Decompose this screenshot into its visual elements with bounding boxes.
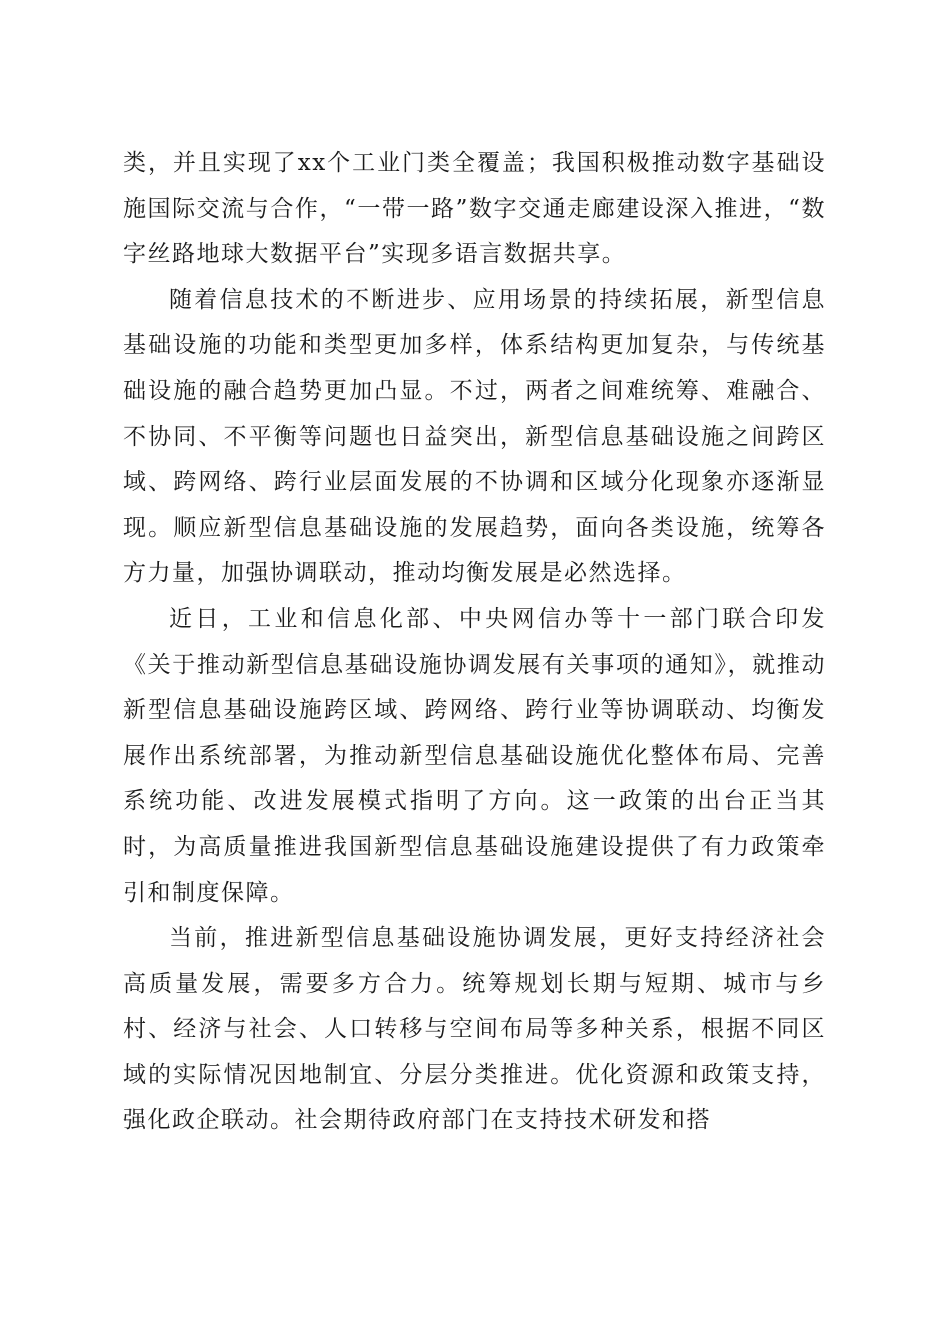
paragraph-continued: 类，并且实现了xx个工业门类全覆盖；我国积极推动数字基础设施国际交流与合作，“一带一路”数字交通走廊建设深入推进，“数字丝路地球大数据平台”实现多语言数据共享。: [123, 150, 826, 268]
paragraph-current-measures: 当前，推进新型信息基础设施协调发展，更好支持经济社会高质量发展，需要多方合力。统筹规划长期与短期、城市与乡村、经济与社会、人口转移与空间布局等多种关系，根据不同区域的实际情况因地制宜、分层分类推进。优化资源和政策支持，强化政企联动。社会期待政府部门在支持技术研发和搭: [123, 925, 826, 1134]
paragraph-policy-notice: 近日，工业和信息化部、中央网信办等十一部门联合印发《关于推动新型信息基础设施协调发展有关事项的通知》，就推动新型信息基础设施跨区域、跨网络、跨行业等协调联动、均衡发展作出系统部署，为推动新型信息基础设施优化整体布局、完善系统功能、改进发展模式指明了方向。这一政策的出台正当其时，为高质量推进我国新型信息基础设施建设提供了有力政策牵引和制度保障。: [123, 605, 826, 906]
body-text: [123, 141, 826, 1144]
paragraph-info-infrastructure-trend: 随着信息技术的不断进步、应用场景的持续拓展，新型信息基础设施的功能和类型更加多样，体系结构更加复杂，与传统基础设施的融合趋势更加凸显。不过，两者之间难统筹、难融合、不协同、不平衡等问题也日益突出，新型信息基础设施之间跨区域、跨网络、跨行业层面发展的不协调和区域分化现象亦逐渐显现。顺应新型信息基础设施的发展趋势，面向各类设施，统筹各方力量，加强协调联动，推动均衡发展是必然选择。: [123, 286, 826, 587]
